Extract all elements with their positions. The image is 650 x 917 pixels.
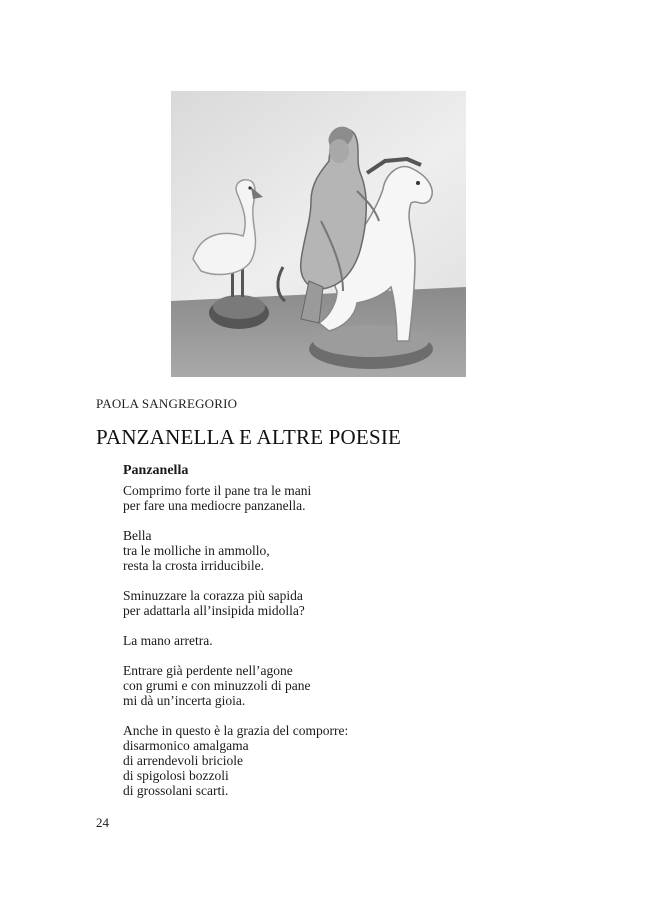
figurine-photo xyxy=(171,91,466,377)
page-number: 24 xyxy=(96,815,109,830)
author-name: PAOLA SANGREGORIO xyxy=(96,396,238,411)
poem-line: di arrendevoli briciole xyxy=(123,753,243,768)
stanza xyxy=(123,633,543,648)
poem-line: resta la crosta irriducibile. xyxy=(123,558,264,573)
stanza xyxy=(123,528,543,573)
poem-line: Comprimo forte il pane tra le mani xyxy=(123,483,312,498)
stanza xyxy=(123,588,543,618)
poem-line: disarmonico amalgama xyxy=(123,738,249,753)
poem-line: La mano arretra. xyxy=(123,633,213,648)
poem-line: Anche in questo è la grazia del comporre: xyxy=(123,723,349,738)
poem-line: per fare una mediocre panzanella. xyxy=(123,498,306,513)
stanza xyxy=(123,483,543,513)
stanza xyxy=(123,723,543,798)
poem xyxy=(123,463,543,813)
poem-line: di grossolani scarti. xyxy=(123,783,229,798)
poem-line: mi dà un’incerta gioia. xyxy=(123,693,246,708)
poem-line: tra le molliche in ammollo, xyxy=(123,543,270,558)
poem-line: con grumi e con minuzzoli di pane xyxy=(123,678,311,693)
poem-line: Sminuzzare la corazza più sapida xyxy=(123,588,303,603)
poem-line: per adattarla all’insipida midolla? xyxy=(123,603,305,618)
poem-line: di spigolosi bozzoli xyxy=(123,768,229,783)
poem-title: Panzanella xyxy=(123,463,189,478)
stanza xyxy=(123,663,543,708)
poem-line: Entrare già perdente nell’agone xyxy=(123,663,293,678)
poem-line: Bella xyxy=(123,528,152,543)
section-title: PANZANELLA E ALTRE POESIE xyxy=(96,425,402,449)
